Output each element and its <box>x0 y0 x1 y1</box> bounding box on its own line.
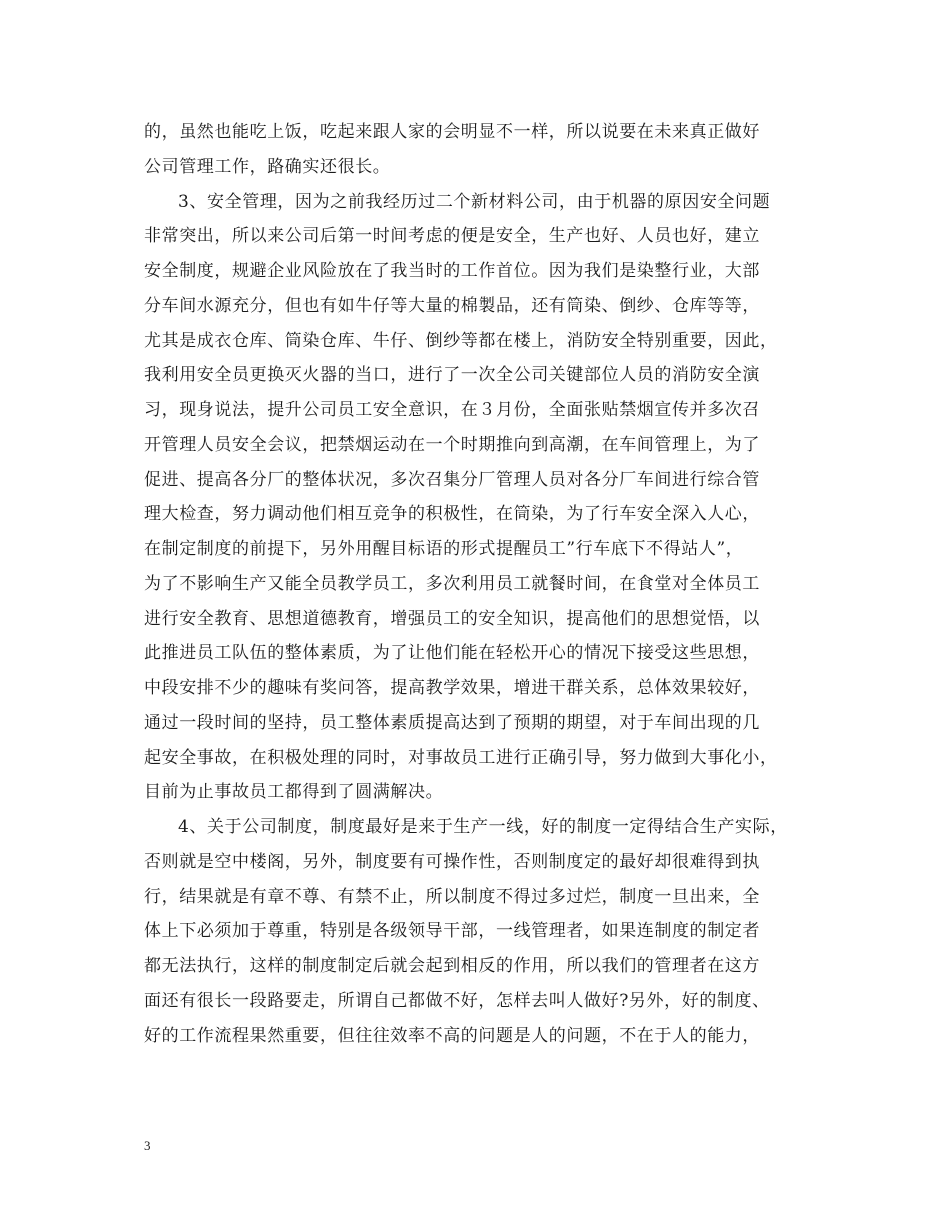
text-line: 的，虽然也能吃上饭，吃起来跟人家的会明显不一样，所以说要在未来真正做好 <box>144 122 760 142</box>
text-line: 分车间水源充分，但也有如牛仔等大量的棉製品，还有筒染、倒纱、仓库等等， <box>144 295 760 316</box>
text-line: 公司管理工作，路确实还很长。 <box>144 156 391 177</box>
text-line: 进行安全教育、思想道德教育，增强员工的安全知识，提高他们的思想觉悟，以 <box>144 608 760 629</box>
document-body <box>144 115 824 1053</box>
text-line: 起安全事故，在积极处理的同时，对事故员工进行正确引导，努力做到大事化小， <box>144 747 778 768</box>
text-line: 习，现身说法，提升公司员工安全意识，在３月份，全面张贴禁烟宣传并多次召 <box>144 400 760 420</box>
text-line: 面还有很长一段路要走，所谓自己都做不好，怎样去叫人做好?另外，好的制度、 <box>144 990 770 1011</box>
text-line: 我利用安全员更换灭火器的当口，进行了一次全公司关键部位人员的消防安全演 <box>144 365 760 386</box>
text-line: 此推进员工队伍的整体素质，为了让他们能在轻松开心的情况下接受这些思想， <box>144 643 760 664</box>
text-line: 目前为止事故员工都得到了圆满解决。 <box>144 782 444 803</box>
text-line: 安全制度，规避企业风险放在了我当时的工作首位。因为我们是染整行业，大部 <box>144 261 760 281</box>
paragraph-start-line: 3、安全管理，因为之前我经历过二个新材料公司，由于机器的原因安全问题 <box>178 191 771 212</box>
paragraph-start-line: 4、关于公司制度，制度最好是来于生产一线，好的制度一定得结合生产实际， <box>178 817 788 837</box>
text-line: 尤其是成衣仓库、筒染仓库、牛仔、倒纱等都在楼上，消防安全特别重要，因此， <box>144 330 778 351</box>
text-line: 中段安排不少的趣味有奖问答，提高教学效果，增进干群关系，总体效果较好， <box>144 678 760 698</box>
page-number: 3 <box>144 1138 151 1153</box>
text-line: 在制定制度的前提下，另外用醒目标语的形式提醒员工”行车底下不得站人”， <box>144 539 744 559</box>
text-line: 行，结果就是有章不尊、有禁不止，所以制度不得过多过烂，制度一旦出来，全 <box>144 886 760 907</box>
text-line: 好的工作流程果然重要，但往往效率不高的问题是人的问题，不在于人的能力， <box>144 1025 760 1046</box>
text-line: 通过一段时间的坚持，员工整体素质提高达到了预期的期望，对于车间出现的几 <box>144 712 760 733</box>
text-line: 促进、提高各分厂的整体状况，多次召集分厂管理人员对各分厂车间进行综合管 <box>144 469 760 490</box>
text-line: 都无法执行，这样的制度制定后就会起到相反的作用，所以我们的管理者在这方 <box>144 956 760 976</box>
text-line: 理大检查，努力调动他们相互竞争的积极性，在筒染，为了行车安全深入人心， <box>144 504 760 525</box>
text-line: 为了不影响生产又能全员教学员工，多次利用员工就餐时间，在食堂对全体员工 <box>144 573 760 594</box>
text-line: 非常突出，所以来公司后第一时间考虑的便是安全，生产也好、人员也好，建立 <box>144 226 760 247</box>
text-line: 否则就是空中楼阁，另外，制度要有可操作性，否则制度定的最好却很难得到执 <box>144 851 760 872</box>
text-line: 体上下必须加于尊重，特别是各级领导干部，一线管理者，如果连制度的制定者 <box>144 921 760 942</box>
text-line: 开管理人员安全会议，把禁烟运动在一个时期推向到高潮，在车间管理上，为了 <box>144 434 760 455</box>
